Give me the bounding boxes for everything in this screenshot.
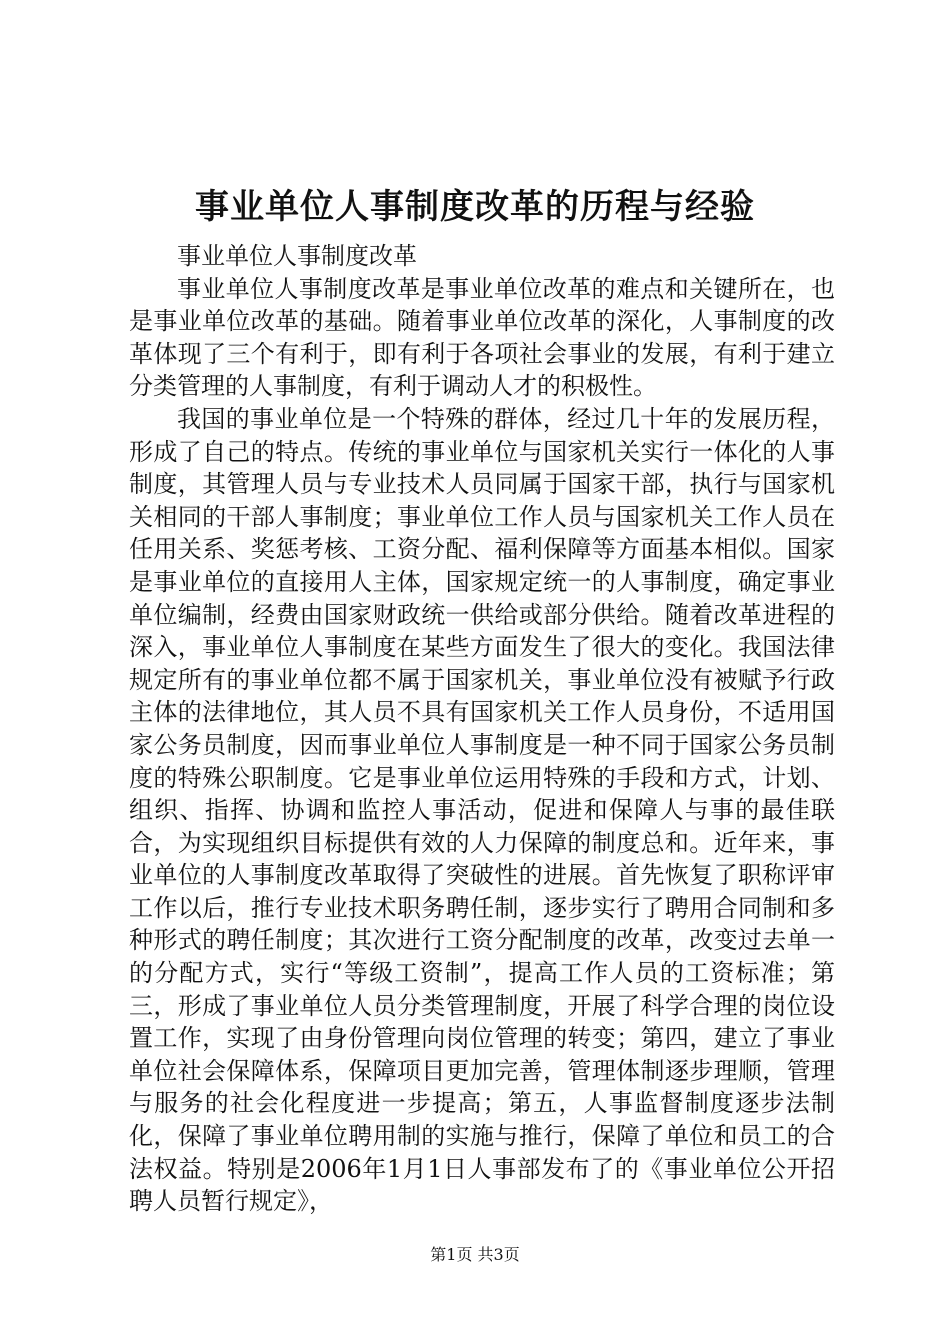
document-body <box>129 240 835 1218</box>
page-footer: 第1页 共3页 <box>430 1245 520 1264</box>
paragraph-intro: 事业单位人事制度改革是事业单位改革的难点和关键所在，也是事业单位改革的基础。随着事业单位改革的深化，人事制度的改革体现了三个有利于，即有利于各项社会事业的发展，有利于建立分类管理的人事制度，有利于调动人才的积极性。 <box>129 274 835 401</box>
document-title: 事业单位人事制度改革的历程与经验 <box>195 187 755 227</box>
paragraph-main: 我国的事业单位是一个特殊的群体，经过几十年的发展历程，形成了自己的特点。传统的事业单位与国家机关实行一体化的人事制度，其管理人员与专业技术人员同属于国家干部，执行与国家机关相同的干部人事制度；事业单位工作人员与国家机关工作人员在任用关系、奖惩考核、工资分配、福利保障等方面基本相似。国家是事业单位的直接用人主体，国家规定统一的人事制度，确定事业单位编制，经费由国家财政统一供给或部分供给。随着改革进程的深入，事业单位人事制度在某些方面发生了很大的变化。我国法律规定所有的事业单位都不属于国家机关，事业单位没有被赋予行政主体的法律地位，其人员不具有国家机关工作人员身份，不适用国家公务员制度，因而事业单位人事制度是一种不同于国家公务员制度的特殊公职制度。它是事业单位运用特殊的手段和方式，计划、组织、指挥、协调和监控人事活动，促进和保障人与事的最佳联合，为实现组织目标提供有效的人力保障的制度总和。近年来，事业单位的人事制度改革取得了突破性的进展。首先恢复了职称评审工作以后，推行专业技术职务聘任制，逐步实行了聘用合同制和多种形式的聘任制度；其次进行工资分配制度的改革，改变过去单一的分配方式，实行“等级工资制”，提高工作人员的工资标准；第三，形成了事业单位人员分类管理制度，开展了科学合理的岗位设置工作，实现了由身份管理向岗位管理的转变；第四，建立了事业单位社会保障体系，保障项目更加完善，管理体制逐步理顺，管理与服务的社会化程度进一步提高；第五，人事监督制度逐步法制化，保障了事业单位聘用制的实施与推行，保障了单位和员工的合法权益。特别是2006年1月1日人事部发布了的《事业单位公开招聘人员暂行规定》， <box>129 404 835 1216</box>
paragraph-subtitle: 事业单位人事制度改革 <box>177 242 417 270</box>
